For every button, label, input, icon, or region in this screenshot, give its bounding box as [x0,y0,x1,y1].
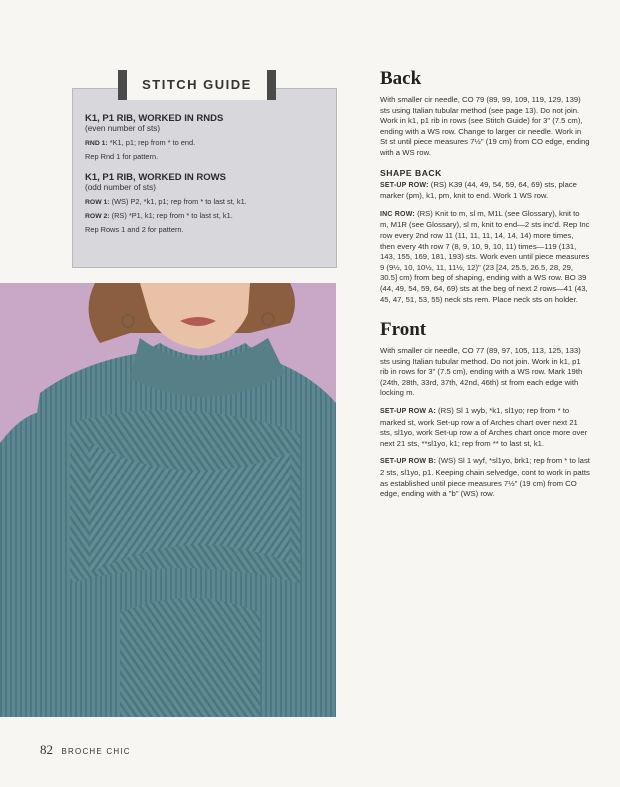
inc-row-label: INC ROW: [380,210,415,218]
rnd1-text: *K1, p1; rep from * to end. [109,138,196,147]
row2-text: (RS) *P1, k1; rep from * to last st, k1. [111,211,233,220]
sweater-illustration [0,283,336,717]
setup-row-b-label: SET-UP ROW B: [380,458,437,466]
shape-back-heading: SHAPE BACK [380,167,442,178]
page-footer [40,742,131,758]
stitch-guide-box [72,88,337,268]
rows-repeat: Rep Rows 1 and 2 for pattern. [85,225,184,234]
rnd1-instruction [85,138,326,149]
row1-label: ROW 1: [85,199,110,206]
back-intro: With smaller cir needle, CO 79 (89, 99, 109, 119, 129, 139) sts using Italian tubular method (see page 13). Do not join. Work in k1, p1 rib in rows (see Stitch Guide) for 3" (7.5 cm), ending with a WS row. Change to larger cir needle. Work in St st until piece measures 7½" (19 cm) from CO edge, ending with a WS row. [380,95,590,157]
rnds-subheading: (even number of sts) [85,124,161,133]
book-title: BROCHE CHIC [61,747,131,756]
front-intro: With smaller cir needle, CO 77 (89, 97, 105, 113, 125, 133) sts using Italian tubular method. Do not join. Work in k1, p1 rib in rows for 3" (7.5 cm), ending with a WS row. Mark 19th (24th, 28th, 33rd, 37th, 42nd, 46th) st from each edge with locking m. [380,346,583,398]
inc-row-text: (RS) Knit to m, sl m, M1L (see Glossary), knit to m, M1R (see Glossary), sl m, knit to end—2 sts inc'd. Rep Inc row every 2nd row 11 (11, 11, 11, 14, 14, 14) more times, then every 4th row 7 (8, 9, 10, 9, 10, 11) times—119 (131, 143, 155, 169, 181, 193) sts. Work even until piece measures 9 (9½, 10, 10½, 11, 11½, 12)" (23 [24, 25.5, 26.5, 28, 29, 30.5] cm) from beg of shaping, ending with a WS row. BO 39 (44, 49, 54, 59, 64, 69) sts at the beg of next 2 rows—41 (43, 45, 47, 51, 53, 55) neck sts rem. Place neck sts on holder. [380,208,590,304]
sweater-photo [0,283,336,717]
inc-row [380,209,590,305]
setup-row-b [380,456,590,499]
front-title: Front [380,319,427,341]
setup-row [380,180,590,202]
setup-row-a-label: SET-UP ROW A: [380,408,436,416]
rows-subheading: (odd number of sts) [85,183,156,192]
rnds-repeat: Rep Rnd 1 for pattern. [85,152,159,161]
row2-instruction [85,211,326,222]
pattern-instructions [380,68,590,507]
setup-row-b-text: (WS) Sl 1 wyf, *sl1yo, brk1; rep from * to last 2 sts, sl1yo, p1. Keeping chain selvedge, cont to work in patts as established until piece measures 7½" (19 cm) from CO edge, ending with a "b" (WS) row. [380,456,590,499]
rows-heading: K1, P1 RIB, WORKED IN ROWS [85,172,226,183]
rnds-heading: K1, P1 RIB, WORKED IN RNDS [85,113,224,124]
row2-label: ROW 2: [85,213,110,220]
rnd1-label: RND 1: [85,140,108,147]
setup-row-label: SET-UP ROW: [380,181,429,189]
row1-instruction [85,197,326,208]
setup-row-a-text: (RS) Sl 1 wyb, *k1, sl1yo; rep from * to marked st, work Set-up row a of Arches chart over next 21 sts, sl1yo, work Set-up row a of Arches chart once more over next 21 sts, **sl1yo, k1; rep from ** to last st, k1. [380,406,588,448]
setup-row-text: (RS) K39 (44, 49, 54, 59, 64, 69) sts, place marker (pm), k1, pm, knit to end. Work 1 WS row. [380,179,577,201]
page-number: 82 [40,742,53,757]
back-title: Back [380,68,422,89]
stitch-guide-title: STITCH GUIDE [118,70,276,100]
row1-text: (WS) P2, *k1, p1; rep from * to last st, k1. [111,197,247,206]
setup-row-a [380,406,590,449]
